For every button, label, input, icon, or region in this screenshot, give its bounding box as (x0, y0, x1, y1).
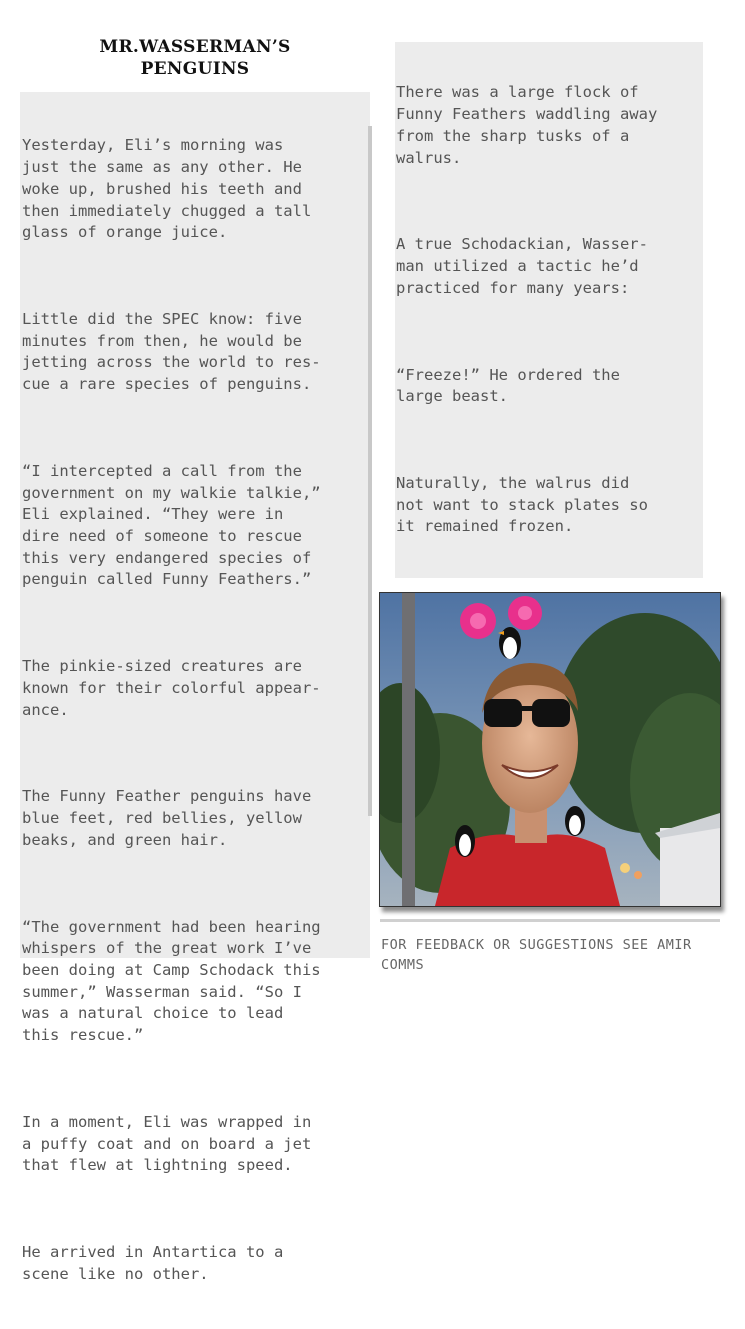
paragraph: The pinkie-sized creatures are known for their colorful appear- ance. (22, 657, 321, 719)
article-title (70, 36, 320, 80)
paragraph: There was a large flock of Funny Feathers waddling away from the sharp tusks of a walrus. (396, 83, 658, 167)
paragraph: The Funny Feather penguins have blue feet, red bellies, yellow beaks, and green hair. (22, 787, 312, 849)
paragraph: “I intercepted a call from the government on my walkie talkie,” Eli explained. “They were in dire need of someone to rescue this very endangered species of penguin called Funny Feathers.” (22, 461, 321, 589)
paragraph: “Freeze!” He ordered the large beast. (396, 365, 620, 406)
title-line-1: MR.WASSERMAN’S (99, 37, 291, 57)
paragraph: Yesterday, Eli’s morning was just the same as any other. He woke up, brushed his teeth and then immediately chugged a tall glass of orange juice. (22, 136, 312, 242)
column-divider (368, 126, 372, 816)
left-column-text (22, 92, 321, 1329)
paragraph: Little did the SPEC know: five minutes from then, he would be jetting across the world to res- cue a rare species of penguins. (22, 310, 321, 394)
paragraph: In a moment, Eli was wrapped in a puffy coat and on board a jet that flew at lightning speed. (22, 1112, 312, 1175)
paragraph: He arrived in Antartica to a scene like no other. (22, 1243, 284, 1283)
photo-illustration (380, 593, 720, 906)
paragraph: A true Schodackian, Wasser- man utilized a tactic he’d practiced for many years: (396, 235, 648, 297)
feedback-footer: FOR FEEDBACK OR SUGGESTIONS SEE AMIR COMMS (381, 937, 692, 973)
title-line-2: PENGUINS (140, 59, 250, 79)
article-photo (379, 592, 721, 907)
photo-underline (380, 919, 720, 922)
paragraph: “The government had been hearing whispers of the great work I’ve been doing at Camp Schodack this summer,” Wasserman said. “So I was a natural choice to lead this rescue.” (22, 917, 321, 1045)
paragraph: Naturally, the walrus did not want to stack plates so it remained frozen. (396, 474, 648, 536)
